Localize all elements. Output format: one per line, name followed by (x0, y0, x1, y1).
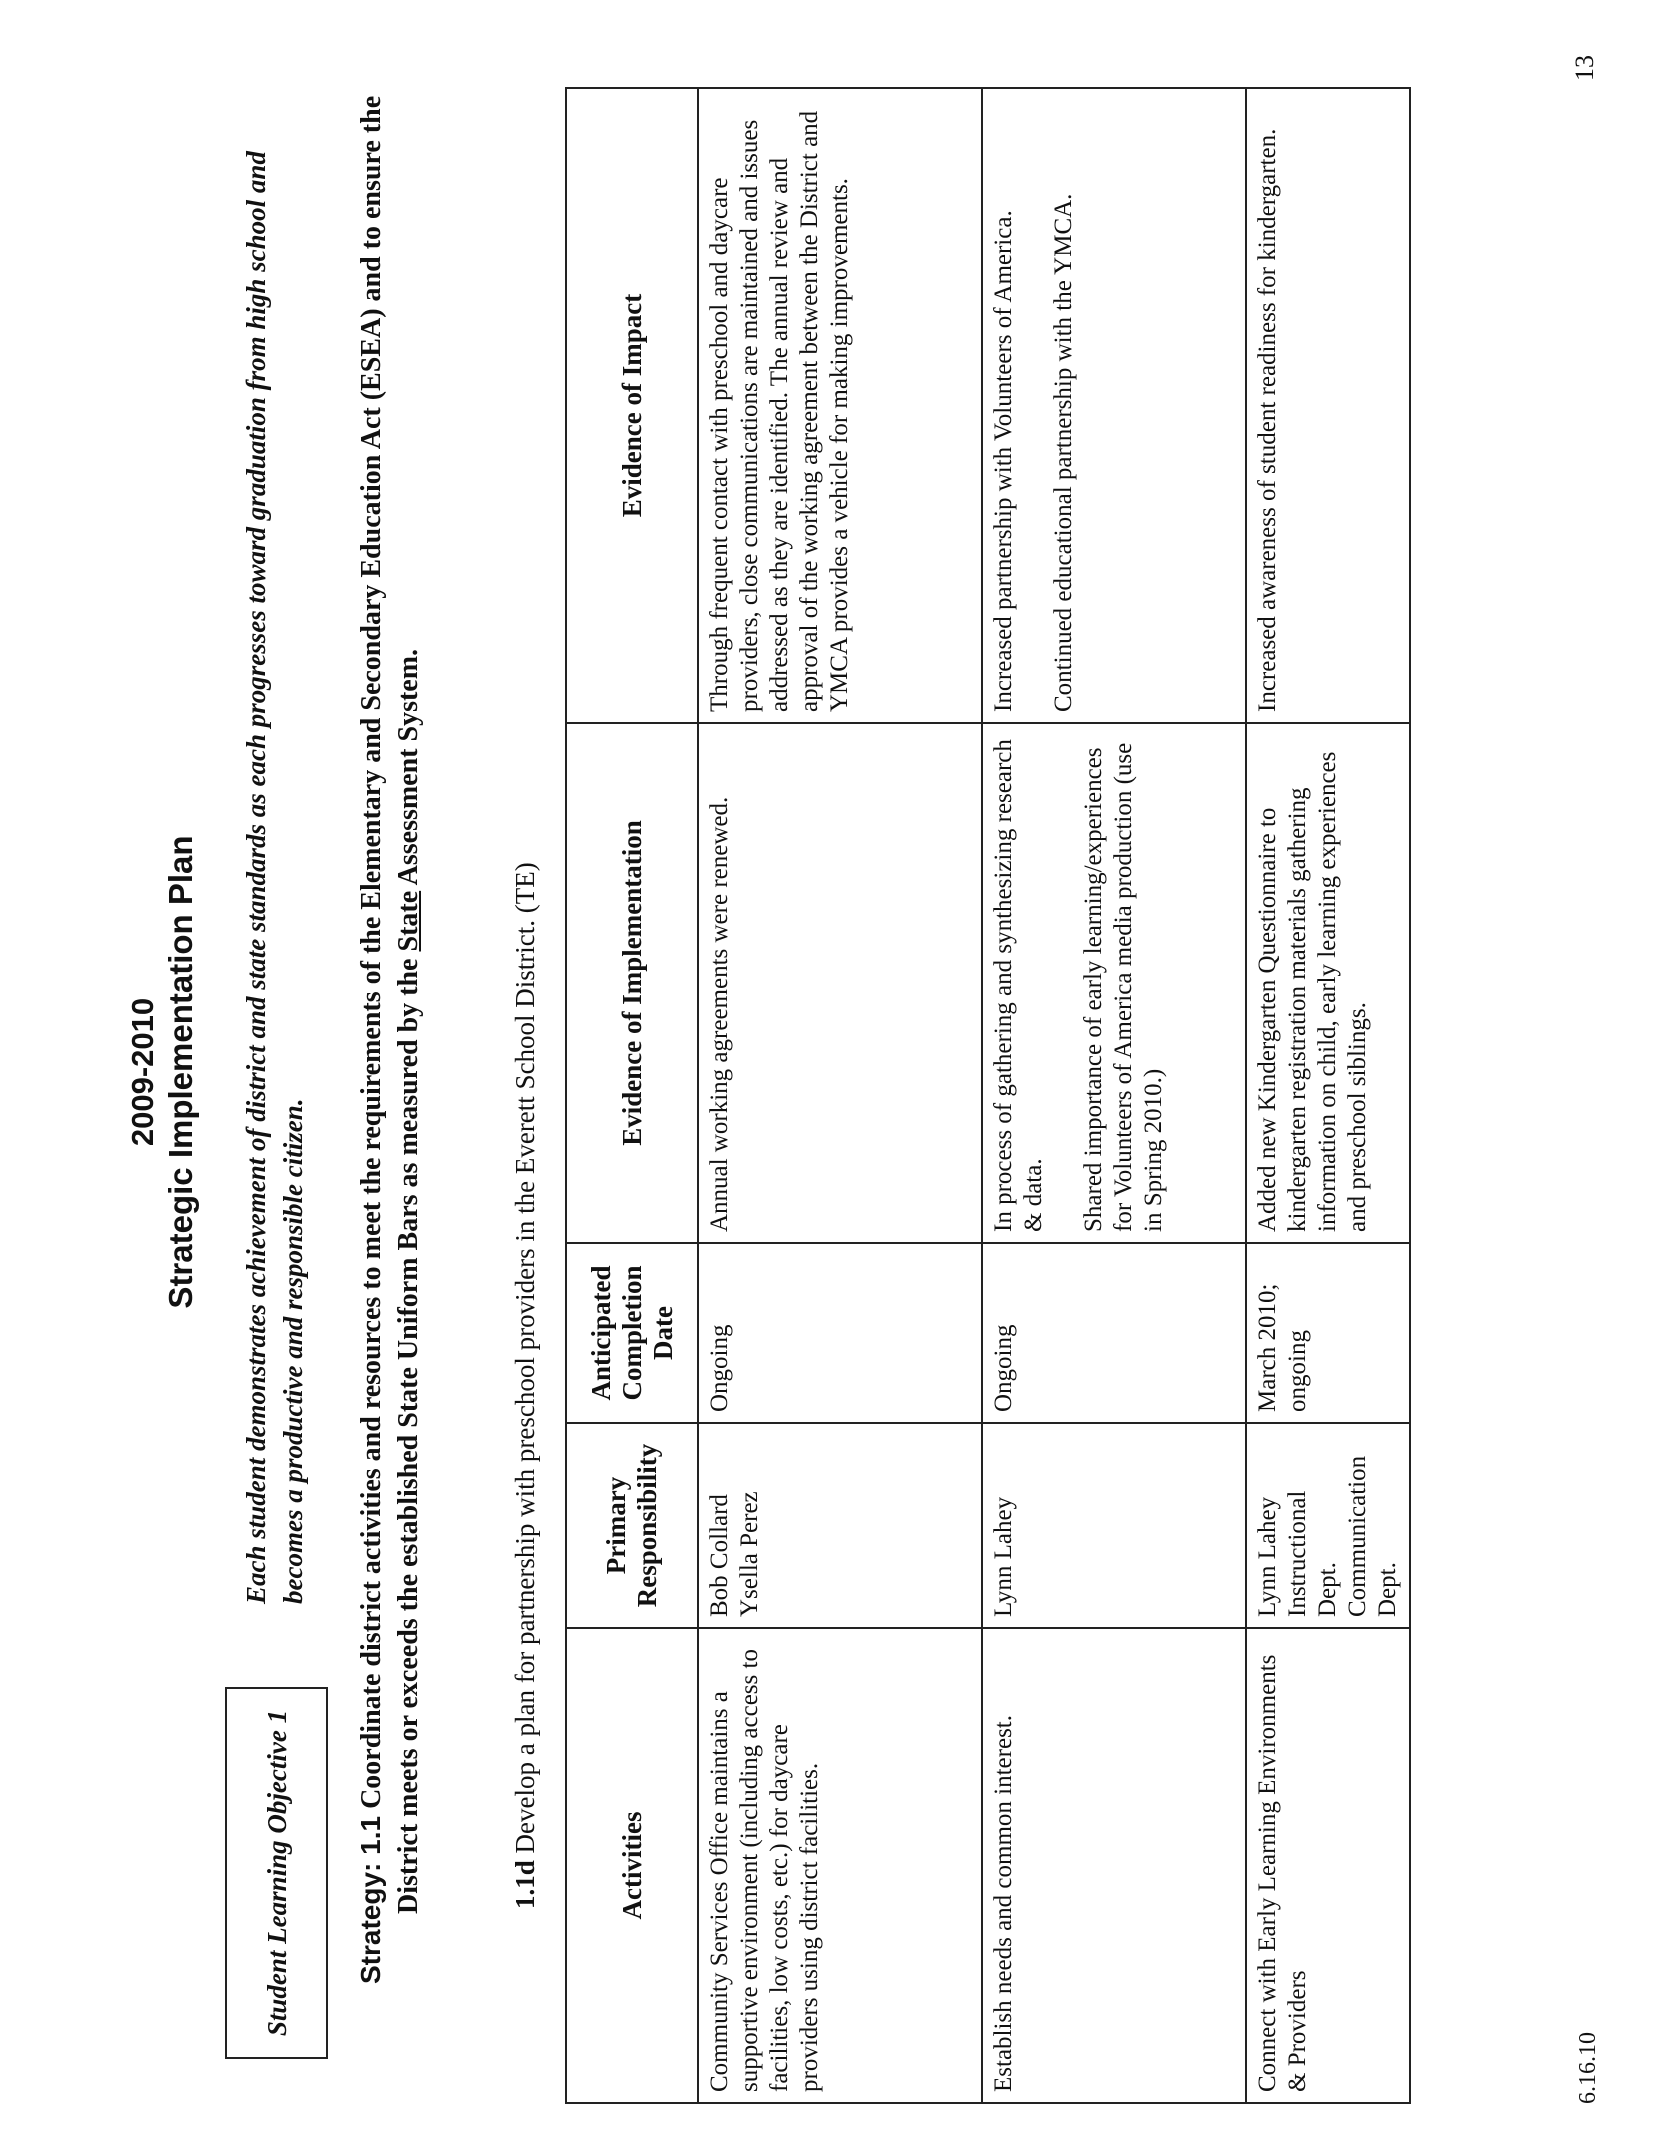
implementation-cell (982, 723, 1246, 1243)
responsibility-cell: Lynn Lahey Instructional Dept. Communication Dept. (1246, 1423, 1410, 1628)
completion-cell: March 2010; ongoing (1246, 1243, 1410, 1423)
strategy-label: Strategy: 1.1 (355, 1815, 386, 1984)
table-row (1246, 88, 1410, 2103)
impact-cell (982, 88, 1246, 723)
implementation-table (565, 87, 1411, 2104)
strategy-statement (352, 4, 427, 1984)
strategy-text: Coordinate district activities and resources to meet the requirements of the Elementary and Secondary Education Act (ESEA) and to ensure the District meets or exceeds the established State Uniform Bars as measured by the (356, 95, 424, 1914)
page-title: Strategic Implementation Plan (162, 835, 199, 1309)
implementation-note: Shared importance of early learning/experiences for Volunteers of America media production (use in Spring 2010.) (1080, 742, 1167, 1232)
sub-objective-number: 1.1d (510, 1860, 540, 1909)
impact-note: Continued educational partnership with the YMCA. (1050, 193, 1077, 712)
footer-date: 6.16.10 (1575, 2032, 1601, 2104)
responsibility-cell: Bob Collard Ysella Perez (698, 1423, 982, 1628)
impact-note: Increased partnership with Volunteers of America. (990, 210, 1017, 712)
table-header-row (566, 88, 698, 2103)
header-impact: Evidence of Impact (566, 88, 698, 723)
implementation-cell: Added new Kindergarten Questionnaire to kindergarten registration materials gathering information on child, early learning experiences and preschool siblings. (1246, 723, 1410, 1243)
sub-objective-text: Develop a plan for partnership with preschool providers in the Everett School District. (TE) (510, 862, 540, 1854)
header-responsibility: Primary Responsibility (566, 1423, 698, 1628)
implementation-note: In process of gathering and synthesizing research & data. (990, 739, 1047, 1232)
completion-cell: Ongoing (982, 1243, 1246, 1423)
strategy-text-underlined: State (393, 890, 424, 952)
impact-cell: Through frequent contact with preschool and daycare providers, close communications are maintained and issues addressed as they are identified. The annual review and approval of the working agreement between the District and YMCA provides a vehicle for making improvements. (698, 88, 982, 723)
objective-label: Student Learning Objective 1 (261, 1709, 292, 2037)
completion-cell: Ongoing (698, 1243, 982, 1423)
objective-label-box (225, 1687, 328, 2059)
objective-text: Each student demonstrates achievement of district and state standards as each progresses toward graduation from high school and becomes a productive and responsible citizen. (241, 151, 308, 1604)
strategy-text-end: Assessment System. (393, 648, 424, 886)
responsibility-cell: Lynn Lahey (982, 1423, 1246, 1628)
impact-cell: Increased awareness of student readiness for kindergarten. (1246, 88, 1410, 723)
activity-cell: Community Services Office maintains a supportive environment (including access to facilities, low costs, etc.) for daycare providers using district facilities. (698, 1628, 982, 2103)
header-completion-date: Anticipated Completion Date (566, 1243, 698, 1423)
sub-objective (510, 109, 541, 1909)
activity-cell: Connect with Early Learning Environments & Providers (1246, 1628, 1410, 2103)
plan-year: 2009-2010 (125, 997, 160, 1147)
header-activities: Activities (566, 1628, 698, 2103)
implementation-cell: Annual working agreements were renewed. (698, 723, 982, 1243)
page-number: 13 (1570, 55, 1599, 81)
table-row (698, 88, 982, 2103)
header-implementation: Evidence of Implementation (566, 723, 698, 1243)
activity-cell: Establish needs and common interest. (982, 1628, 1246, 2103)
table-row (982, 88, 1246, 2103)
